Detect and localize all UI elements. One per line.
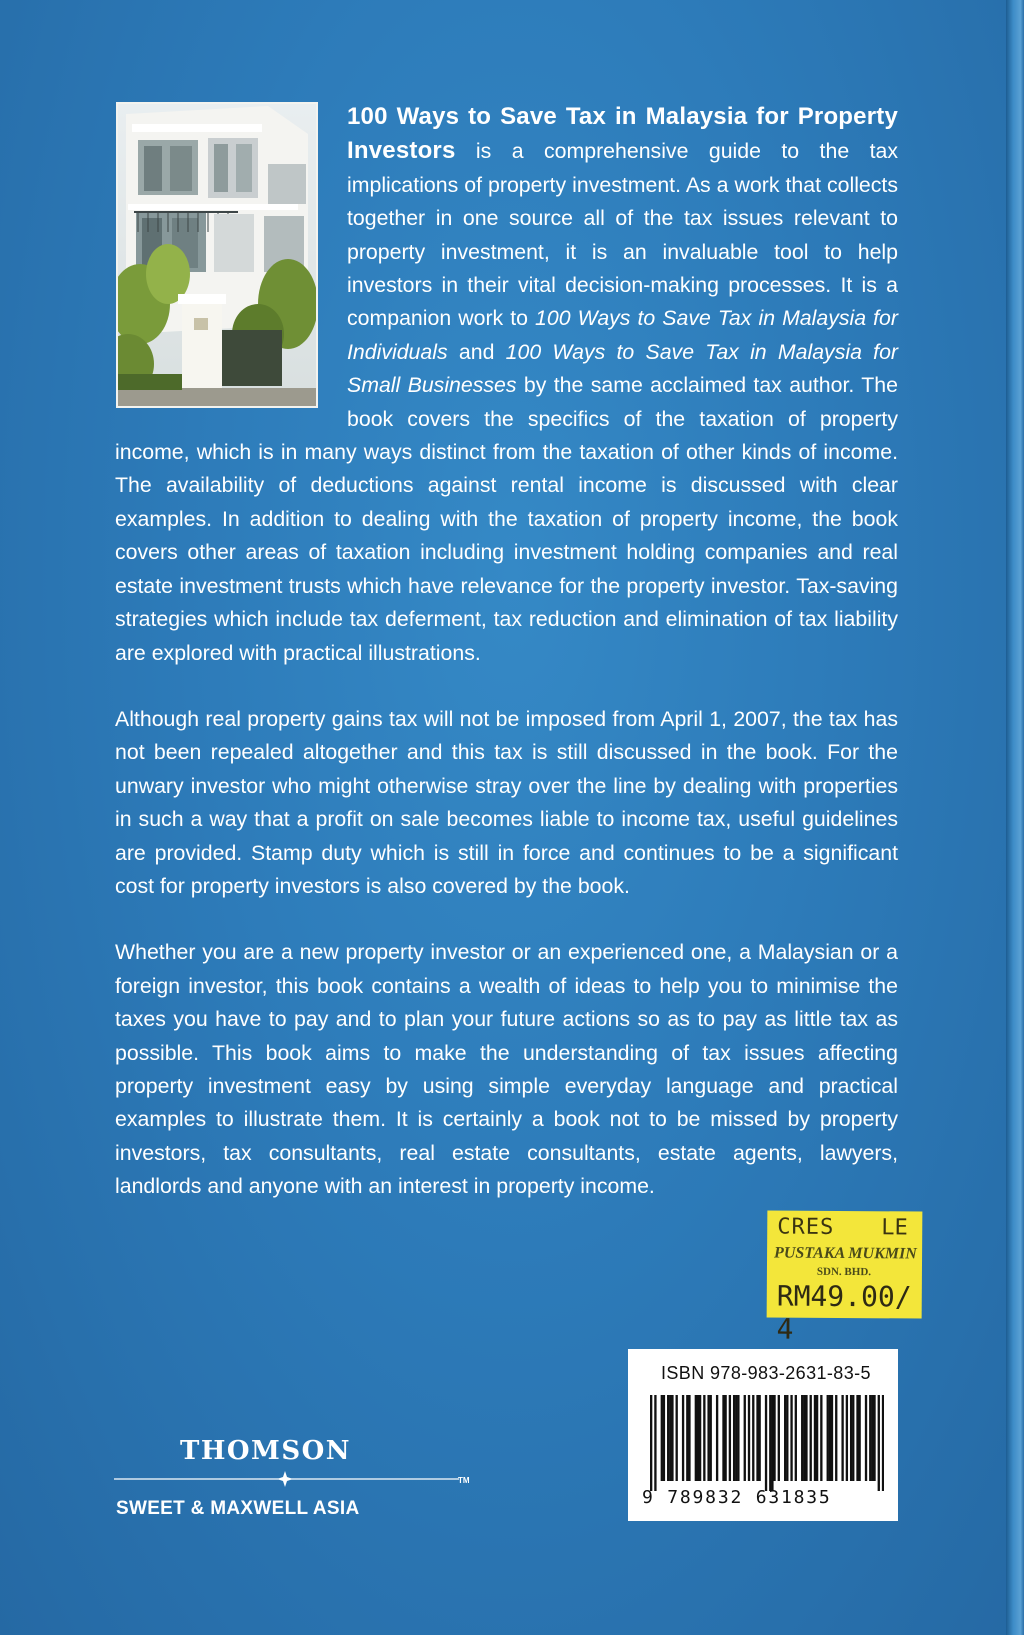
blurb-paragraph-2: Although real property gains tax will not be imposed from April 1, 2007, the tax has not been repealed altogether and this tax is still discussed in the book. For the unwary investor who might otherwise stray over the line by dealing with properties in such a way that a profit on sale becomes liable to income tax, useful guidelines are provided. Stamp duty which is still in force and continues to be a significant cost for property investors is also covered by the book. <box>115 706 898 898</box>
barcode-bar <box>856 1395 858 1481</box>
barcode-bar <box>850 1395 852 1481</box>
sticker-shop-name: PUSTAKA MUKMIN <box>774 1244 917 1263</box>
barcode-bar <box>729 1395 731 1481</box>
trademark-mark: TM <box>458 1476 470 1485</box>
barcode-bar <box>769 1395 771 1491</box>
barcode-bar <box>784 1395 786 1481</box>
barcode-bar <box>735 1395 737 1481</box>
barcode-bar <box>786 1395 788 1481</box>
book-title: 100 Ways to Save Tax in Malaysia for Property Investors <box>347 103 898 165</box>
blurb-text <box>115 100 898 1204</box>
barcode-bar <box>744 1395 746 1481</box>
barcode-bar <box>663 1395 665 1481</box>
barcode-bar <box>724 1395 726 1481</box>
barcode-bar <box>858 1395 860 1481</box>
price-sticker <box>767 1210 923 1346</box>
barcode-bar <box>795 1395 797 1481</box>
barcode-bar <box>831 1395 833 1481</box>
barcode-bar <box>814 1395 816 1481</box>
companion-title-small-businesses: 100 Ways to Save Tax in Malaysia for Small Businesses <box>347 339 899 398</box>
barcode-number: 9 789832 631835 <box>642 1487 832 1508</box>
barcode-bar <box>676 1395 678 1481</box>
barcode-bar <box>873 1395 875 1481</box>
barcode-bar <box>869 1395 871 1481</box>
publisher-logo <box>114 1432 474 1522</box>
barcode-bar <box>835 1395 837 1481</box>
barcode-bar <box>882 1395 884 1491</box>
barcode-bar <box>699 1395 701 1481</box>
isbn-barcode-box <box>628 1349 898 1521</box>
barcode-bar <box>801 1395 803 1481</box>
barcode-bar <box>752 1395 754 1481</box>
barcode-bar <box>697 1395 699 1481</box>
barcode-bar <box>841 1395 843 1481</box>
barcode-bar <box>654 1395 656 1491</box>
barcode-bar <box>756 1395 758 1481</box>
barcode-bar <box>852 1395 854 1481</box>
blurb-p1-part-a: is a comprehensive guide to the tax implications of property investment. As a work that collects together in one source all of the tax issues relevant to property investment, it is an invaluable tool to help investors in their vital decision-making processes. It is a companion work to <box>347 139 898 331</box>
barcode-bar <box>773 1395 775 1481</box>
barcode-bar <box>650 1395 652 1491</box>
barcode-bar <box>671 1395 673 1481</box>
blurb-paragraph-1 <box>115 100 898 670</box>
barcode-bar <box>871 1395 873 1481</box>
barcode-bar <box>810 1395 812 1481</box>
barcode-bar <box>686 1395 688 1481</box>
sticker-shop-suffix: SDN. BHD. <box>816 1265 872 1279</box>
barcode-bar <box>803 1395 805 1481</box>
blurb-p1-part-c: by the same acclaimed tax author. The book covers the specifics of the taxation of property income, which is in many ways distinct from the taxation of other kinds of income. The availability of deductions against rental income is discussed with clear examples. In addition to dealing with the taxation of property income, the book covers other areas of taxation including investment holding companies and real estate investment trusts which have relevance for the property investor. Tax-saving strategies which include tax deferment, tax reduction and elimination of tax liability are explored with practical illustrations. <box>115 373 898 665</box>
barcode-bar <box>778 1395 780 1481</box>
barcode-bar <box>682 1395 684 1481</box>
publisher-name-bottom: SWEET & MAXWELL ASIA <box>116 1498 360 1519</box>
companion-title-individuals: 100 Ways to Save Tax in Malaysia for Individuals <box>347 306 898 364</box>
barcode-bar <box>816 1395 818 1481</box>
barcode-bar <box>827 1395 829 1481</box>
barcode-bar <box>790 1395 792 1481</box>
barcode-icon <box>650 1395 884 1491</box>
barcode-bar <box>707 1395 709 1481</box>
barcode-bar <box>710 1395 712 1481</box>
sticker-code-right: LE <box>881 1215 908 1241</box>
barcode-bar <box>722 1395 724 1481</box>
blurb-paragraph-3: Whether you are a new property investor or an experienced one, a Malaysian or a foreign investor, this book contains a wealth of ideas to help you to minimise the taxes you have to pay and to plan your future actions so as to pay as little tax as possible. This book aims to make the understanding of tax issues affecting property investment easy by using simple everyday language and practical examples to illustrate them. It is certainly a book not to be missed by property investors, tax consultants, real estate consultants, estate agents, lawyers, landlords and anyone with an interest in property income. <box>115 940 898 1199</box>
barcode-bar <box>667 1395 669 1481</box>
publisher-name-top: THOMSON <box>180 1436 352 1466</box>
barcode-bar <box>805 1395 807 1481</box>
barcode-bar <box>765 1395 767 1491</box>
barcode-bar <box>820 1395 822 1481</box>
barcode-bar <box>748 1395 750 1481</box>
barcode-bar <box>771 1395 773 1491</box>
cover-edge <box>1006 0 1024 1635</box>
barcode-bar <box>703 1395 705 1481</box>
barcode-bar <box>829 1395 831 1481</box>
barcode-bar <box>695 1395 697 1481</box>
barcode-bar <box>846 1395 848 1481</box>
barcode-bar <box>758 1395 760 1481</box>
blurb-p1-part-b: and <box>447 339 506 364</box>
sticker-code-left: CRES <box>777 1214 835 1240</box>
barcode-bar <box>865 1395 867 1481</box>
barcode-bar <box>733 1395 735 1481</box>
photo-spacer <box>115 100 347 422</box>
barcode-bar <box>878 1395 880 1491</box>
barcode-bar <box>669 1395 671 1481</box>
sticker-price: RM49.00/ 4 <box>776 1279 912 1346</box>
barcode-bar <box>716 1395 718 1481</box>
barcode-bar <box>661 1395 663 1481</box>
barcode-bar <box>688 1395 690 1481</box>
isbn-label: ISBN 978-983-2631-83-5 <box>661 1363 871 1383</box>
logo-star-rule-icon <box>114 1470 459 1488</box>
barcode-bar <box>737 1395 739 1481</box>
